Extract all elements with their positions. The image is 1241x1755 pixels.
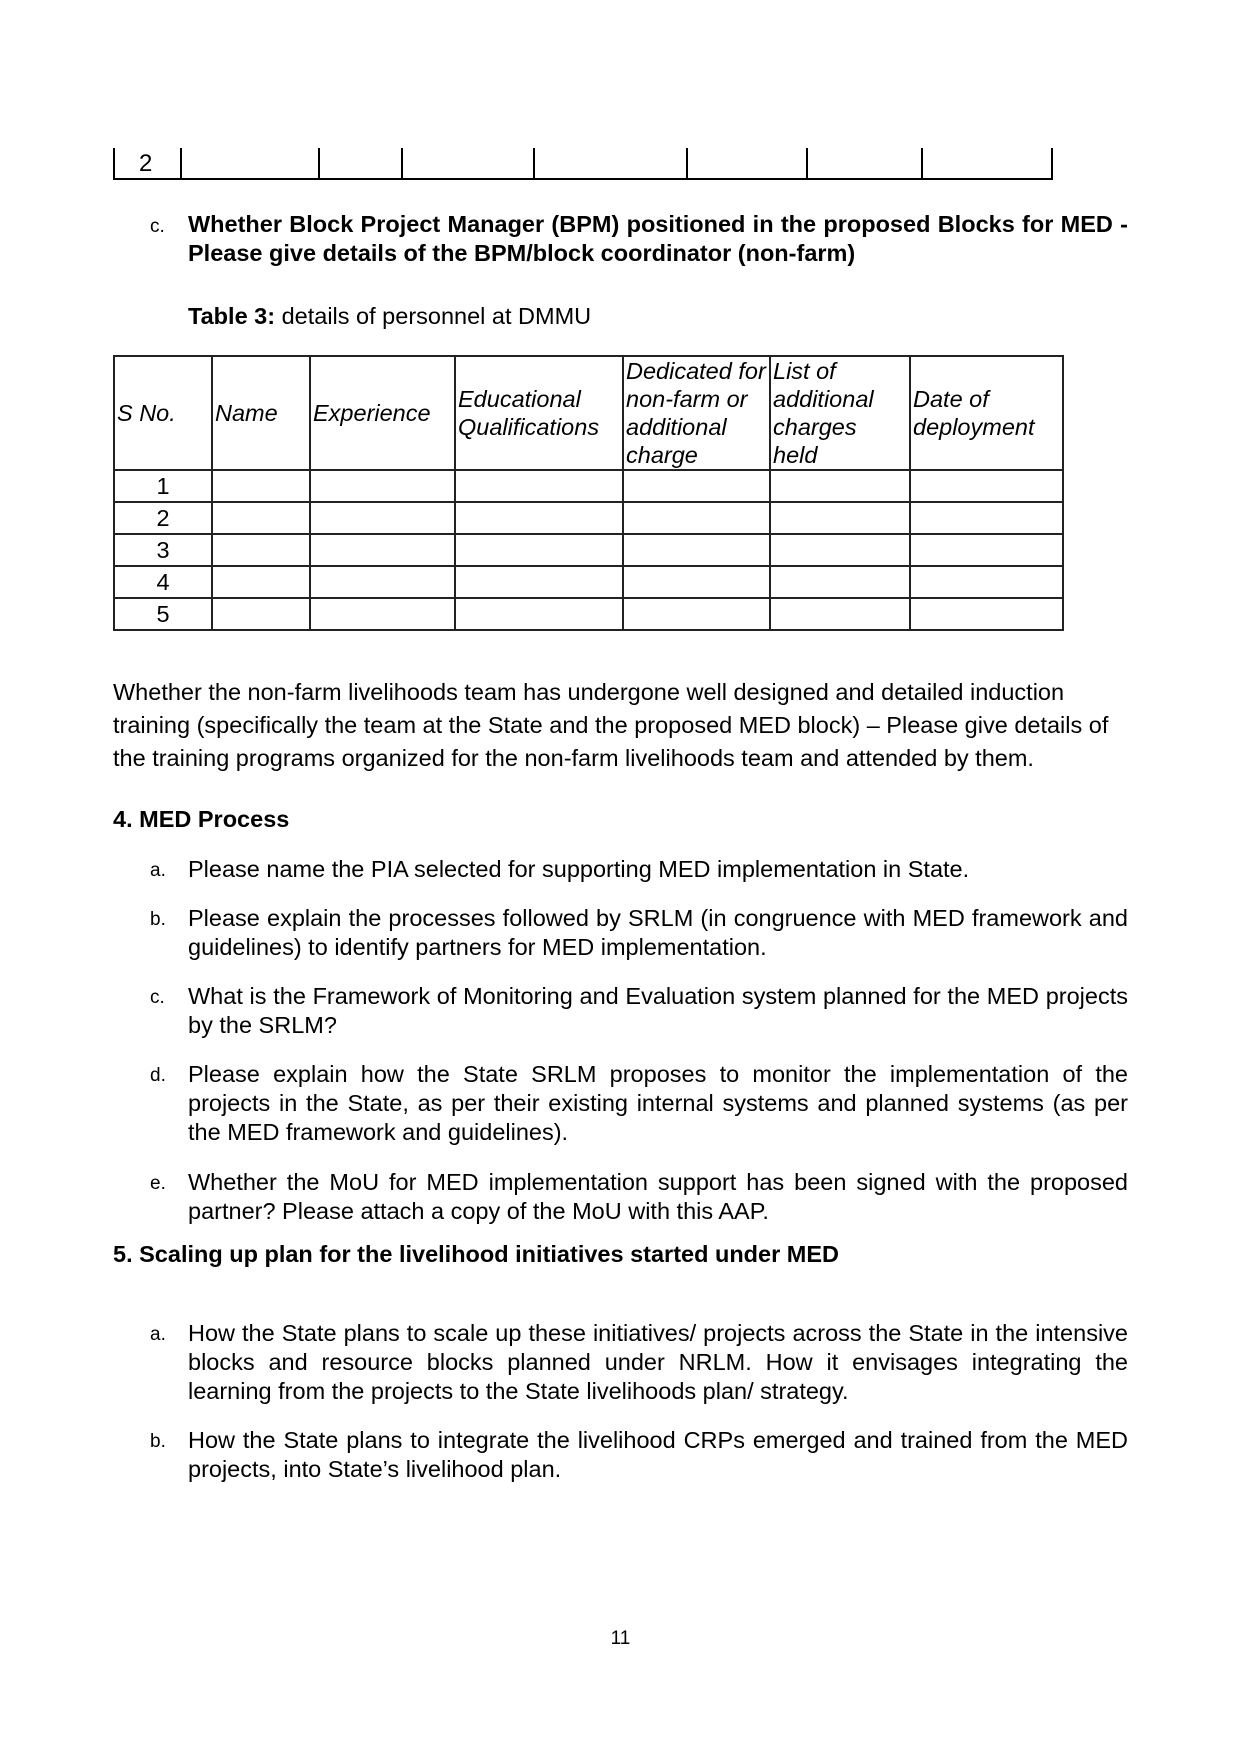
table-cell <box>212 566 310 598</box>
list-letter: b. <box>150 909 166 930</box>
list-item: What is the Framework of Monitoring and Evaluation system planned for the MED projects by the SRLM? <box>188 983 1128 1038</box>
list-item: Whether the MoU for MED implementation support has been signed with the proposed partner? Please attach a copy of the MoU with this AAP. <box>188 1169 1128 1224</box>
table-row <box>114 598 1063 630</box>
list-item: How the State plans to scale up these initiatives/ projects across the State in the intensive blocks and resource blocks planned under NRLM. How it envisages integrating the learning from the projects to the State livelihoods plan/ strategy. <box>188 1320 1128 1404</box>
list-item: Please explain the processes followed by SRLM (in congruence with MED framework and guidelines) to identify partners for MED implementation. <box>188 905 1128 960</box>
table-cell <box>455 566 623 598</box>
header-cell: Date of deployment <box>910 356 1063 470</box>
header-cell: Experience <box>310 356 455 470</box>
table-cell <box>455 470 623 502</box>
table-caption-label: Table 3: <box>188 303 276 329</box>
table-cell <box>910 566 1063 598</box>
previous-table-last-row <box>113 148 1053 180</box>
table-cell <box>770 598 910 630</box>
list-letter: c. <box>150 216 165 237</box>
table-cell <box>212 534 310 566</box>
table-cell <box>623 502 770 534</box>
header-cell: Name <box>212 356 310 470</box>
table-cell <box>310 534 455 566</box>
page-number: 11 <box>610 1628 631 1649</box>
table-cell <box>910 534 1063 566</box>
row-number-cell: 3 <box>114 534 212 566</box>
table-row <box>114 470 1063 502</box>
table-cell <box>455 534 623 566</box>
table-cell <box>455 502 623 534</box>
table-row <box>114 534 1063 566</box>
table-cell <box>623 566 770 598</box>
bpm-question: Whether Block Project Manager (BPM) positioned in the proposed Blocks for MED - Please give details of the BPM/block coordinator (non-farm) <box>188 211 1128 266</box>
table-cell <box>310 502 455 534</box>
list-letter: e. <box>150 1173 166 1194</box>
table-cell <box>212 502 310 534</box>
list-item: Please name the PIA selected for supporting MED implementation in State. <box>188 856 970 882</box>
header-cell: Educational Qualifications <box>455 356 623 470</box>
table-cell <box>770 502 910 534</box>
table-cell <box>910 470 1063 502</box>
header-cell: List of additional charges held <box>770 356 910 470</box>
header-cell: S No. <box>114 356 212 470</box>
list-letter: b. <box>150 1431 166 1452</box>
table-cell <box>212 598 310 630</box>
table-cell <box>770 534 910 566</box>
section-heading-scaling-up: 5. Scaling up plan for the livelihood initiatives started under MED <box>113 1241 839 1267</box>
personnel-table <box>113 355 1064 631</box>
table-cell <box>623 470 770 502</box>
table-cell <box>455 598 623 630</box>
row-number-cell: 4 <box>114 566 212 598</box>
table-caption <box>188 303 591 330</box>
list-letter: c. <box>150 987 165 1008</box>
table-cell <box>623 598 770 630</box>
list-letter: d. <box>150 1065 166 1086</box>
table-cell <box>910 502 1063 534</box>
list-letter: a. <box>150 860 166 881</box>
table-cell <box>212 470 310 502</box>
table-cell <box>310 566 455 598</box>
table-cell <box>623 534 770 566</box>
table-cell <box>770 566 910 598</box>
list-item: How the State plans to integrate the livelihood CRPs emerged and trained from the MED projects, into State’s livelihood plan. <box>188 1427 1128 1482</box>
table-cell <box>310 598 455 630</box>
table-row <box>114 566 1063 598</box>
table-header-row <box>114 356 1063 470</box>
row-number-cell: 2 <box>114 502 212 534</box>
section-heading-med-process: 4. MED Process <box>113 806 290 832</box>
list-letter: a. <box>150 1324 166 1345</box>
row-number: 2 <box>139 150 153 177</box>
row-number-cell: 1 <box>114 470 212 502</box>
table-cell <box>310 470 455 502</box>
table-row <box>114 502 1063 534</box>
header-cell: Dedicated for non-farm or additional charge <box>623 356 770 470</box>
induction-training-paragraph: Whether the non-farm livelihoods team has undergone well designed and detailed induction training (specifically the team at the State and the proposed MED block) – Please give details of the training programs organized for the non-farm livelihoods team and attended by them. <box>113 679 1109 771</box>
table-caption-text: details of personnel at DMMU <box>275 303 592 329</box>
table-cell <box>770 470 910 502</box>
list-item: Please explain how the State SRLM proposes to monitor the implementation of the projects in the State, as per their existing internal systems and planned systems (as per the MED framework and guidelines). <box>188 1061 1128 1145</box>
table-cell <box>910 598 1063 630</box>
row-number-cell: 5 <box>114 598 212 630</box>
